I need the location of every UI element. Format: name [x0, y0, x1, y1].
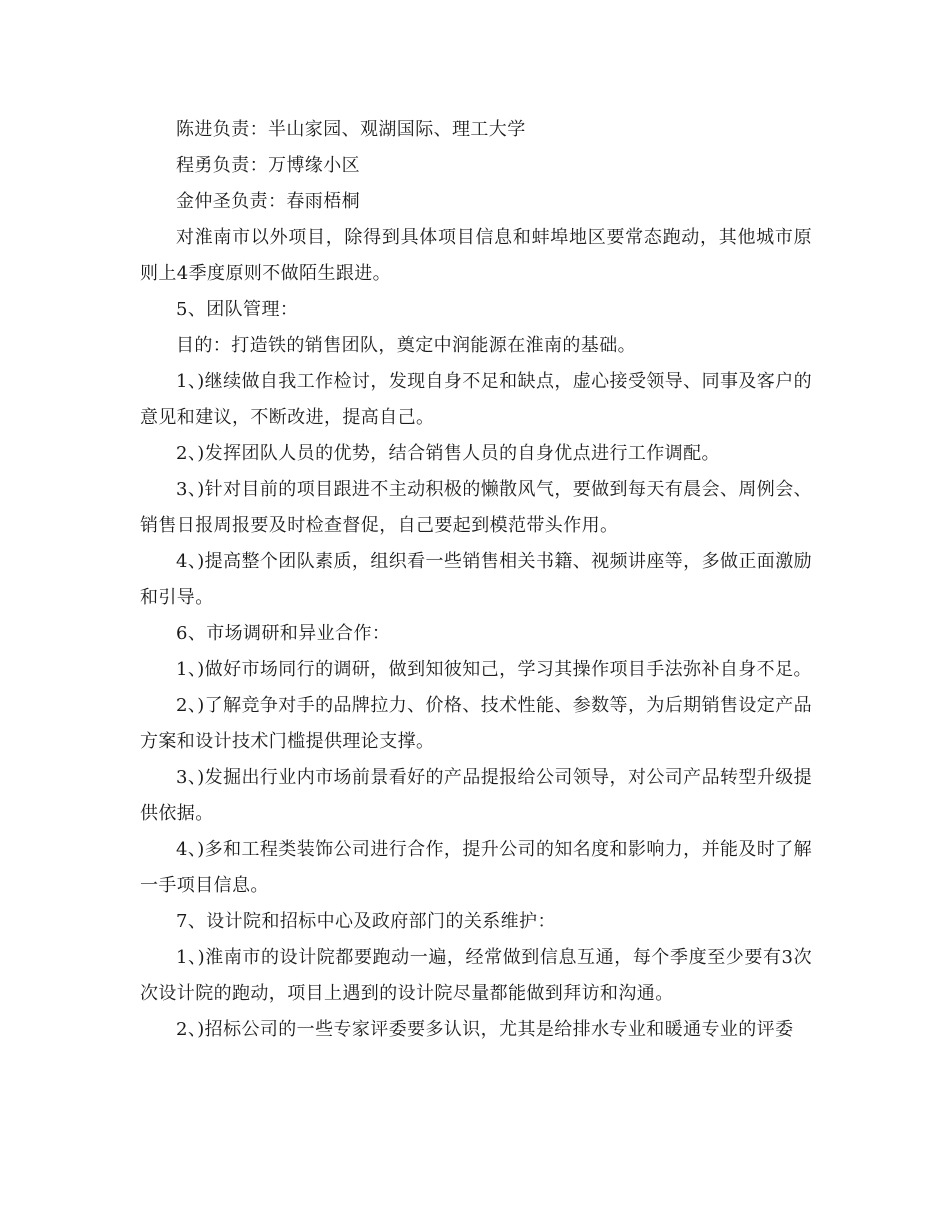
list-item: 1、)做好市场同行的调研，做到知彼知己，学习其操作项目手法弥补自身不足。	[176, 659, 812, 680]
paragraph: 程勇负责：万博缘小区	[176, 155, 360, 176]
paragraph: 目的：打造铁的销售团队，奠定中润能源在淮南的基础。	[176, 335, 636, 356]
list-item: 2、)发挥团队人员的优势，结合销售人员的自身优点进行工作调配。	[176, 443, 720, 464]
list-item: 3、)针对目前的项目跟进不主动积极的懒散风气，要做到每天有晨会、周例会、销售日报周报要及时检查督促，自己要起到模范带头作用。	[140, 479, 812, 536]
list-item: 3、)发掘出行业内市场前景看好的产品提报给公司领导，对公司产品转型升级提供依据。	[140, 767, 812, 824]
section-heading: 7、设计院和招标中心及政府部门的关系维护：	[176, 911, 556, 932]
list-item: 1、)继续做自我工作检讨，发现自身不足和缺点，虚心接受领导、同事及客户的意见和建议，不断改进，提高自己。	[140, 371, 812, 428]
list-item: 2、)招标公司的一些专家评委要多认识，尤其是给排水专业和暖通专业的评委	[176, 1019, 794, 1040]
document-page	[140, 112, 812, 1048]
section-heading: 6、市场调研和异业合作：	[176, 623, 391, 644]
list-item: 1、)淮南市的设计院都要跑动一遍，经常做到信息互通，每个季度至少要有3次次设计院的跑动，项目上遇到的设计院尽量都能做到拜访和沟通。	[140, 947, 812, 1004]
paragraph: 金仲圣负责：春雨梧桐	[176, 191, 360, 212]
list-item: 2、)了解竞争对手的品牌拉力、价格、技术性能、参数等，为后期销售设定产品方案和设计技术门槛提供理论支撑。	[140, 695, 812, 752]
list-item: 4、)多和工程类装饰公司进行合作，提升公司的知名度和影响力，并能及时了解一手项目信息。	[140, 839, 812, 896]
list-item: 4、)提高整个团队素质，组织看一些销售相关书籍、视频讲座等，多做正面激励和引导。	[140, 551, 812, 608]
section-heading: 5、团队管理：	[176, 299, 299, 320]
paragraph: 陈进负责：半山家园、观湖国际、理工大学	[176, 119, 526, 140]
paragraph: 对淮南市以外项目，除得到具体项目信息和蚌埠地区要常态跑动，其他城市原则上4季度原则不做陌生跟进。	[140, 227, 812, 284]
